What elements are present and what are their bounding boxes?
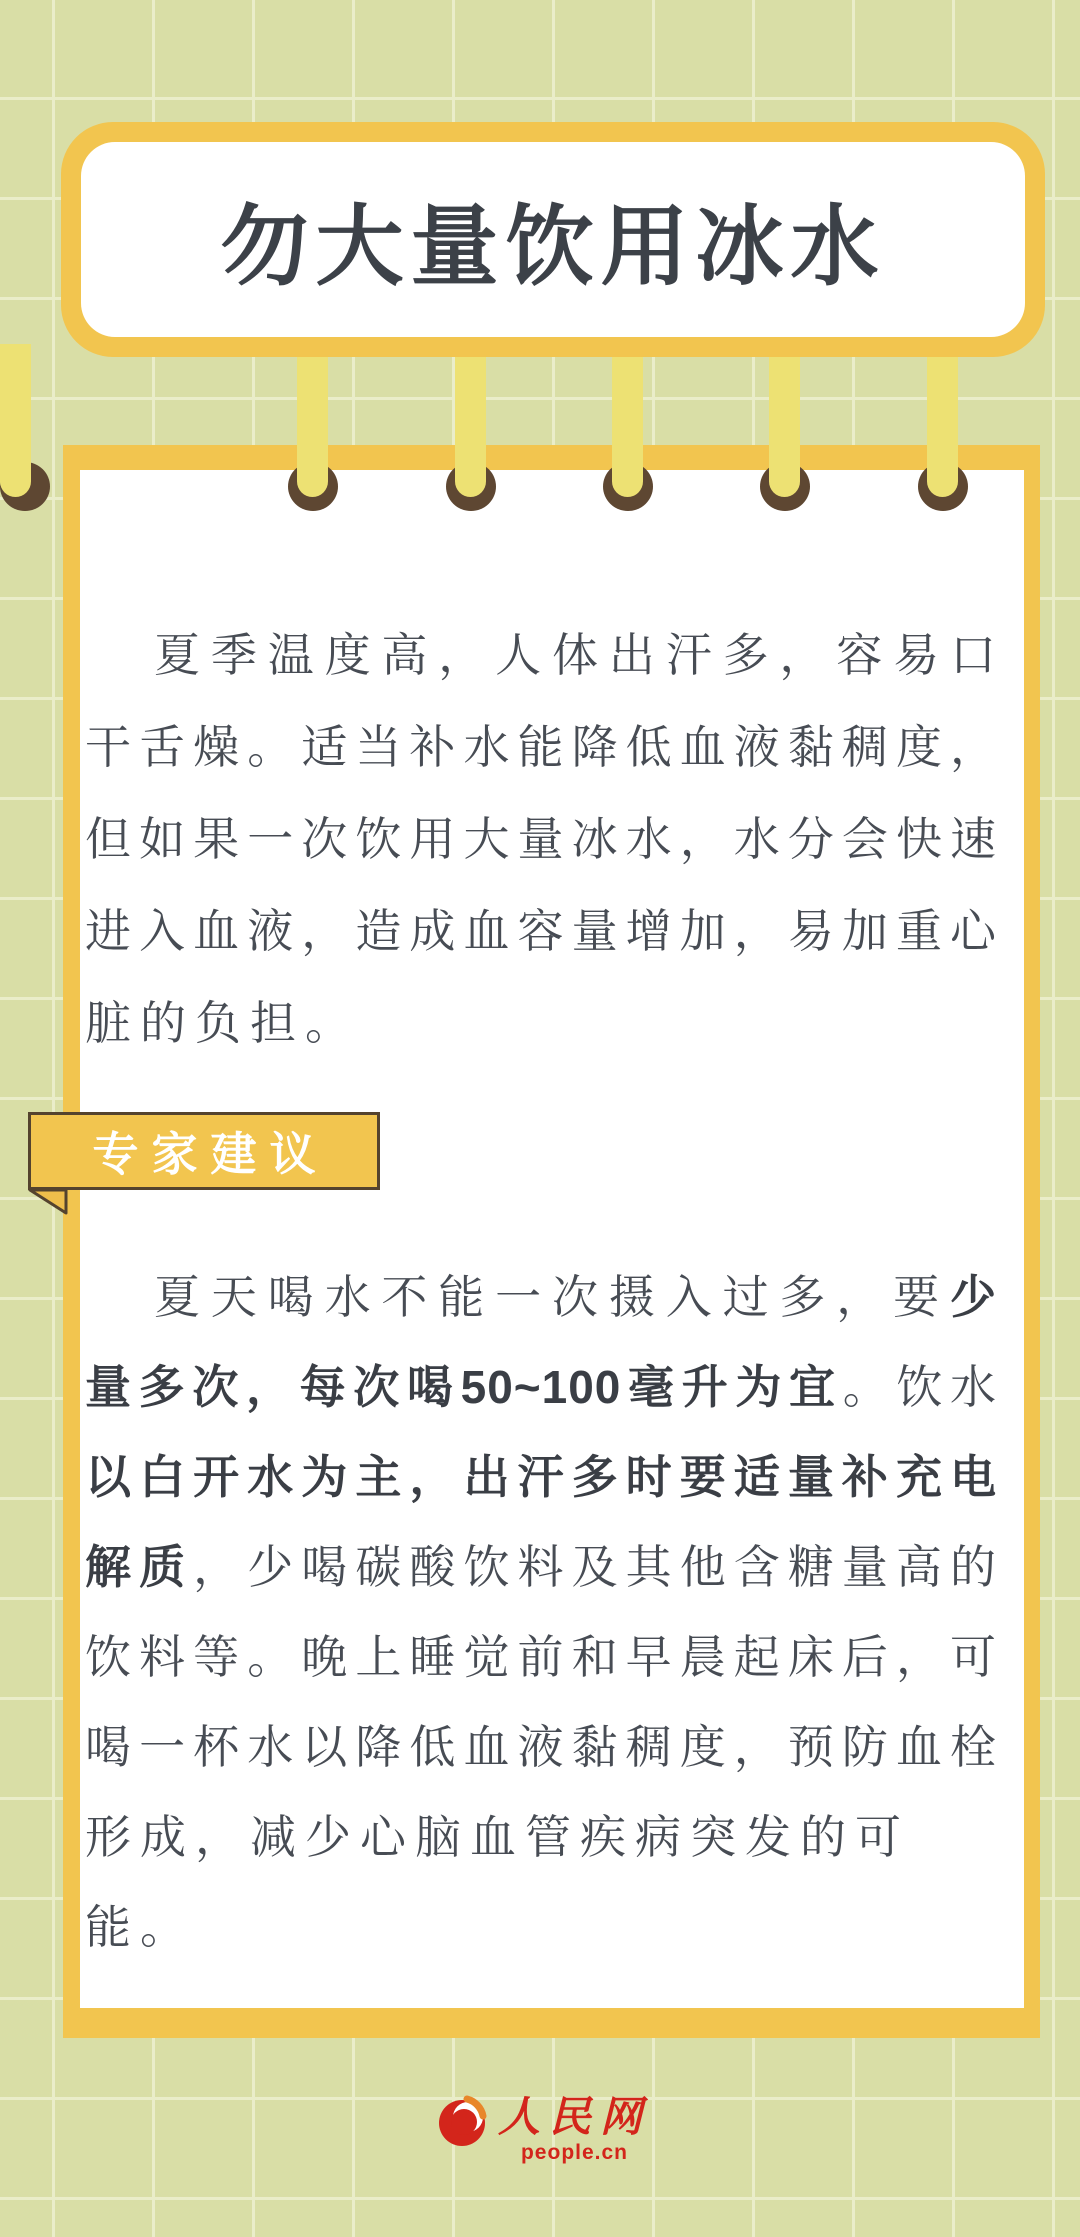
badge-fold-corner [28, 1188, 68, 1216]
text-line [85, 885, 997, 977]
paragraph-advice [85, 1252, 998, 1953]
logo-chinese-name: 人民网 [498, 2095, 652, 2141]
bold-text-segment: 以白开水为主，出汗多时要适量补充电 [85, 1451, 997, 1503]
people-cn-logo-text [498, 2095, 651, 2165]
text-line [85, 1522, 997, 1612]
text-segment: 饮料等。晚上睡觉前和早晨起床后，可 [85, 1631, 997, 1683]
binder-strap [455, 344, 486, 497]
text-segment: 但如果一次饮用大量冰水，水分会快速 [85, 813, 997, 865]
text-line [85, 793, 997, 885]
text-segment: 脏的负担。 [85, 997, 360, 1049]
expert-advice-badge [28, 1112, 380, 1190]
text-segment: ，少喝碳酸饮料及其他含糖量高的 [193, 1541, 997, 1593]
text-segment: 喝一杯水以降低血液黏稠度，预防血栓 [85, 1721, 997, 1773]
logo-domain: people.cn [520, 2141, 629, 2164]
text-line [85, 1612, 997, 1702]
text-line [85, 1702, 997, 1792]
paragraph-intro [85, 609, 997, 1069]
text-segment: 进入血液，造成血容量增加，易加重心 [85, 905, 997, 957]
poster-title: 勿大量饮用冰水 [220, 199, 886, 297]
text-segment: 夏天喝水不能一次摄入过多，要 [154, 1271, 950, 1323]
text-segment: 夏季温度高，人体出汗多，容易口 [154, 629, 997, 681]
text-segment: 干舌燥。适当补水能降低血液黏稠度， [85, 721, 997, 773]
title-card [61, 122, 1045, 357]
text-segment: 。饮水 [842, 1361, 998, 1413]
text-line [85, 1342, 997, 1432]
people-cn-logo-icon [438, 2095, 488, 2147]
expert-advice-badge-label: 专家建议 [92, 1128, 329, 1180]
text-line [85, 1792, 997, 1953]
binder-strap [612, 344, 643, 497]
binder-strap [297, 344, 328, 497]
text-segment: 形成，减少心脑血管疾病突发的可能。 [85, 1811, 910, 1953]
bold-text-segment: 量多次，每次喝50~100毫升为宜 [85, 1361, 843, 1413]
binder-strap [0, 344, 31, 497]
text-line [85, 609, 997, 701]
people-cn-logo [438, 2095, 651, 2165]
title-card-inner [81, 142, 1025, 337]
text-line [85, 1252, 997, 1342]
text-line [85, 977, 997, 1069]
text-line [85, 1432, 997, 1522]
bold-text-segment: 少 [950, 1271, 997, 1323]
bold-text-segment: 解质 [85, 1541, 194, 1593]
binder-strap [769, 344, 800, 497]
text-line [85, 701, 997, 793]
binder-strap [927, 344, 958, 497]
